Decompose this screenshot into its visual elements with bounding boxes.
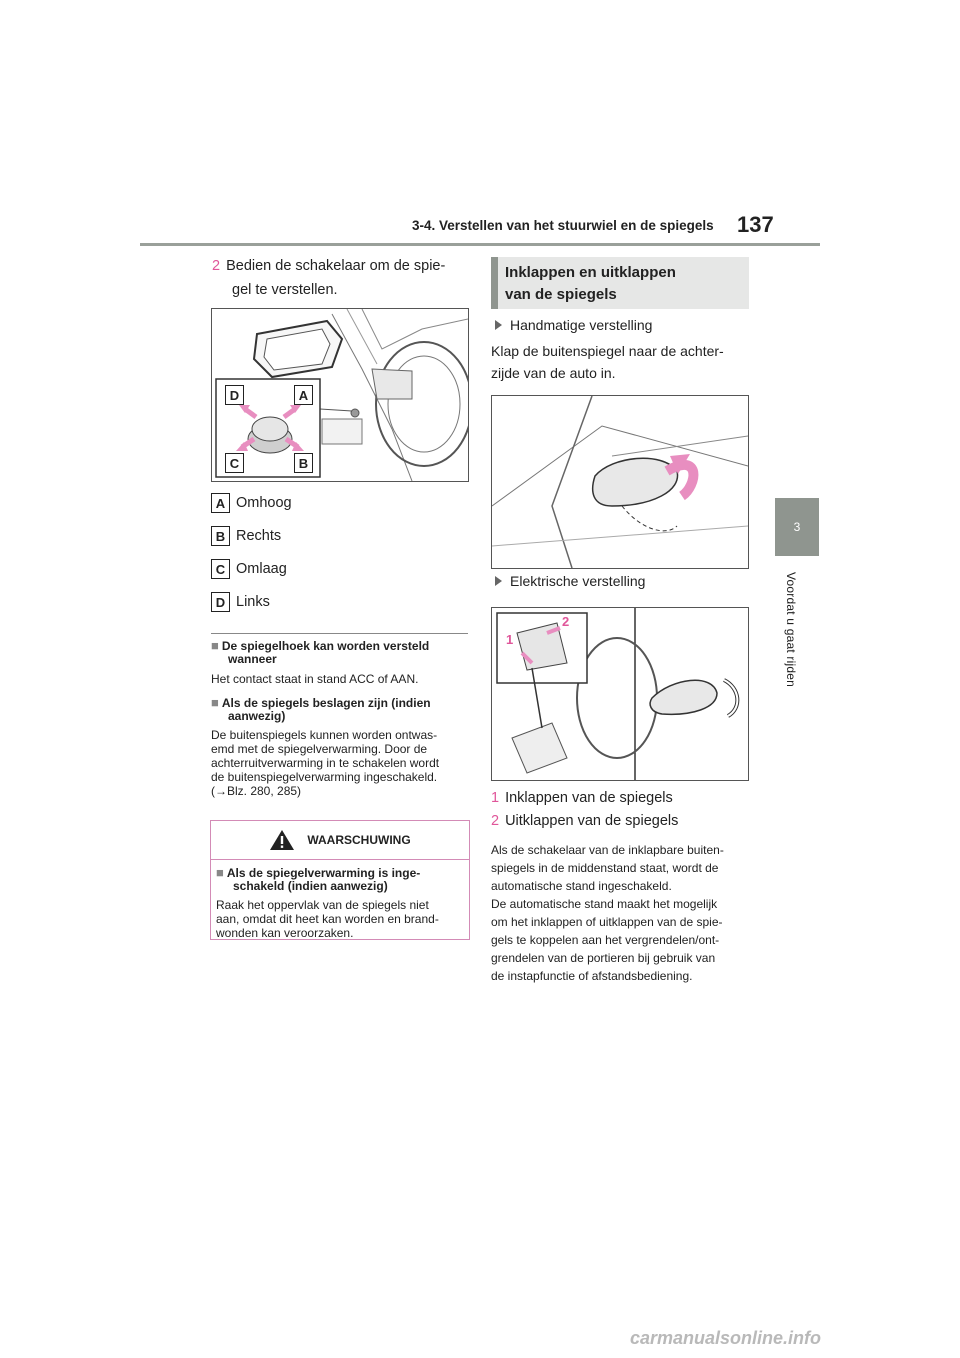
- legend-item: [211, 526, 281, 546]
- manual-fold-illustration: [492, 396, 748, 568]
- warning-header: [211, 821, 469, 860]
- manual-adjust-label: [491, 317, 652, 333]
- warning-triangle-icon: [269, 829, 295, 851]
- square-bullet-icon: ■: [211, 638, 219, 653]
- square-bullet-icon: ■: [211, 695, 219, 710]
- para-line: gels te koppelen aan het vergrendelen/ont-: [491, 933, 720, 947]
- note-heading-cont: aanwezig): [228, 709, 286, 723]
- warning-body-line: wonden kan veroorzaken.: [216, 926, 354, 940]
- note-body-line: emd met de spiegelverwarming. Door de: [211, 742, 428, 756]
- step-number: 2: [212, 258, 221, 274]
- warning-body-line: aan, omdat dit heet kan worden en brand-: [216, 912, 439, 926]
- item-label: Uitklappen van de spiegels: [505, 813, 679, 829]
- triangle-bullet-icon: [495, 576, 502, 586]
- warning-box: [210, 820, 470, 940]
- legend-item: [211, 493, 292, 513]
- section-heading-bar: [491, 257, 498, 309]
- note-heading: De spiegelhoek kan worden versteld: [221, 639, 430, 653]
- para-line: grendelen van de portieren bij gebruik van: [491, 951, 716, 965]
- legend-key: D: [211, 592, 230, 612]
- legend-item: [211, 559, 287, 579]
- square-bullet-icon: ■: [216, 865, 224, 880]
- electric-label-text: Elektrische verstelling: [510, 573, 646, 589]
- step-text: Bedien de schakelaar om de spie-: [226, 258, 446, 274]
- warning-title: WAARSCHUWING: [307, 833, 411, 847]
- manual-instructions: [491, 340, 753, 384]
- legend-label: Links: [236, 594, 270, 610]
- fold-item-2: [491, 809, 678, 833]
- legend-key: B: [211, 526, 230, 546]
- chapter-label: Voordat u gaat rijden: [784, 572, 798, 687]
- para-line: automatische stand ingeschakeld.: [491, 879, 672, 893]
- note-divider: [211, 633, 468, 634]
- fold-item-1: [491, 786, 673, 810]
- manual-label-text: Handmatige verstelling: [510, 317, 653, 333]
- note-body-line: achterruitverwarming in te schakelen wordt: [211, 756, 440, 770]
- automatic-mode-paragraph: [491, 841, 753, 985]
- warning-heading: Als de spiegelverwarming is inge-: [226, 866, 421, 880]
- warning-body-line: Raak het oppervlak van de spiegels niet: [216, 898, 429, 912]
- triangle-bullet-icon: [495, 320, 502, 330]
- note-body-line: de buitenspiegelverwarming ingeschakeld.: [211, 770, 438, 784]
- note-mirror-angle: [211, 639, 471, 686]
- mirror-switch-illustration: [212, 309, 468, 481]
- para-line: om het inklappen of uitklappen van de spie-: [491, 915, 723, 929]
- header-rule: [140, 243, 820, 246]
- warning-heading-cont: schakeld (indien aanwezig): [233, 879, 388, 893]
- mirror-switch-figure: [211, 308, 469, 482]
- label-c: C: [225, 453, 244, 473]
- electric-adjust-label: [491, 573, 645, 589]
- callout-2: 2: [562, 614, 570, 629]
- manual-fold-figure: [491, 395, 749, 569]
- note-mirror-fog: [211, 696, 473, 798]
- para-line: spiegels in de middenstand staat, wordt de: [491, 861, 719, 875]
- watermark: carmanualsonline.info: [630, 1328, 822, 1348]
- legend-label: Omhoog: [236, 495, 292, 511]
- chapter-tab: [775, 498, 819, 556]
- note-body-line: De buitenspiegels kunnen worden ontwas-: [211, 728, 438, 742]
- para-line: Klap de buitenspiegel naar de achter-: [491, 343, 724, 359]
- para-line: De automatische stand maakt het mogelijk: [491, 897, 718, 911]
- item-label: Inklappen van de spiegels: [505, 790, 673, 806]
- section-title: 3-4. Verstellen van het stuurwiel en de spiegels: [412, 218, 714, 233]
- legend-label: Rechts: [236, 528, 282, 544]
- chapter-number: 3: [793, 520, 801, 534]
- callout-1: 1: [506, 632, 514, 647]
- section-heading: [491, 257, 749, 309]
- para-line: zijde van de auto in.: [491, 365, 616, 381]
- legend-key: A: [211, 493, 230, 513]
- note-heading-cont: wanneer: [228, 652, 277, 666]
- note-body: Het contact staat in stand ACC of AAN.: [211, 672, 419, 686]
- label-d: D: [225, 385, 244, 405]
- legend-label: Omlaag: [236, 561, 287, 577]
- item-number: 2: [491, 813, 500, 829]
- note-heading: Als de spiegels beslagen zijn (indien: [221, 696, 431, 710]
- para-line: de instapfunctie of afstandsbediening.: [491, 969, 693, 983]
- legend-item: [211, 592, 270, 612]
- electric-fold-illustration: [492, 608, 748, 780]
- switch-knob: [248, 417, 292, 453]
- label-a: A: [294, 385, 313, 405]
- item-number: 1: [491, 790, 500, 806]
- electric-fold-figure: [491, 607, 749, 781]
- legend-key: C: [211, 559, 230, 579]
- section-heading-line: van de spiegels: [505, 286, 617, 303]
- section-heading-line: Inklappen en uitklappen: [505, 264, 676, 281]
- step-2: [212, 254, 472, 302]
- para-line: Als de schakelaar van de inklapbare buiten-: [491, 843, 724, 857]
- label-b: B: [294, 453, 313, 473]
- page-number: 137: [737, 212, 774, 237]
- note-body-line: (→Blz. 280, 285): [211, 784, 302, 798]
- step-text-cont: gel te verstellen.: [232, 282, 338, 298]
